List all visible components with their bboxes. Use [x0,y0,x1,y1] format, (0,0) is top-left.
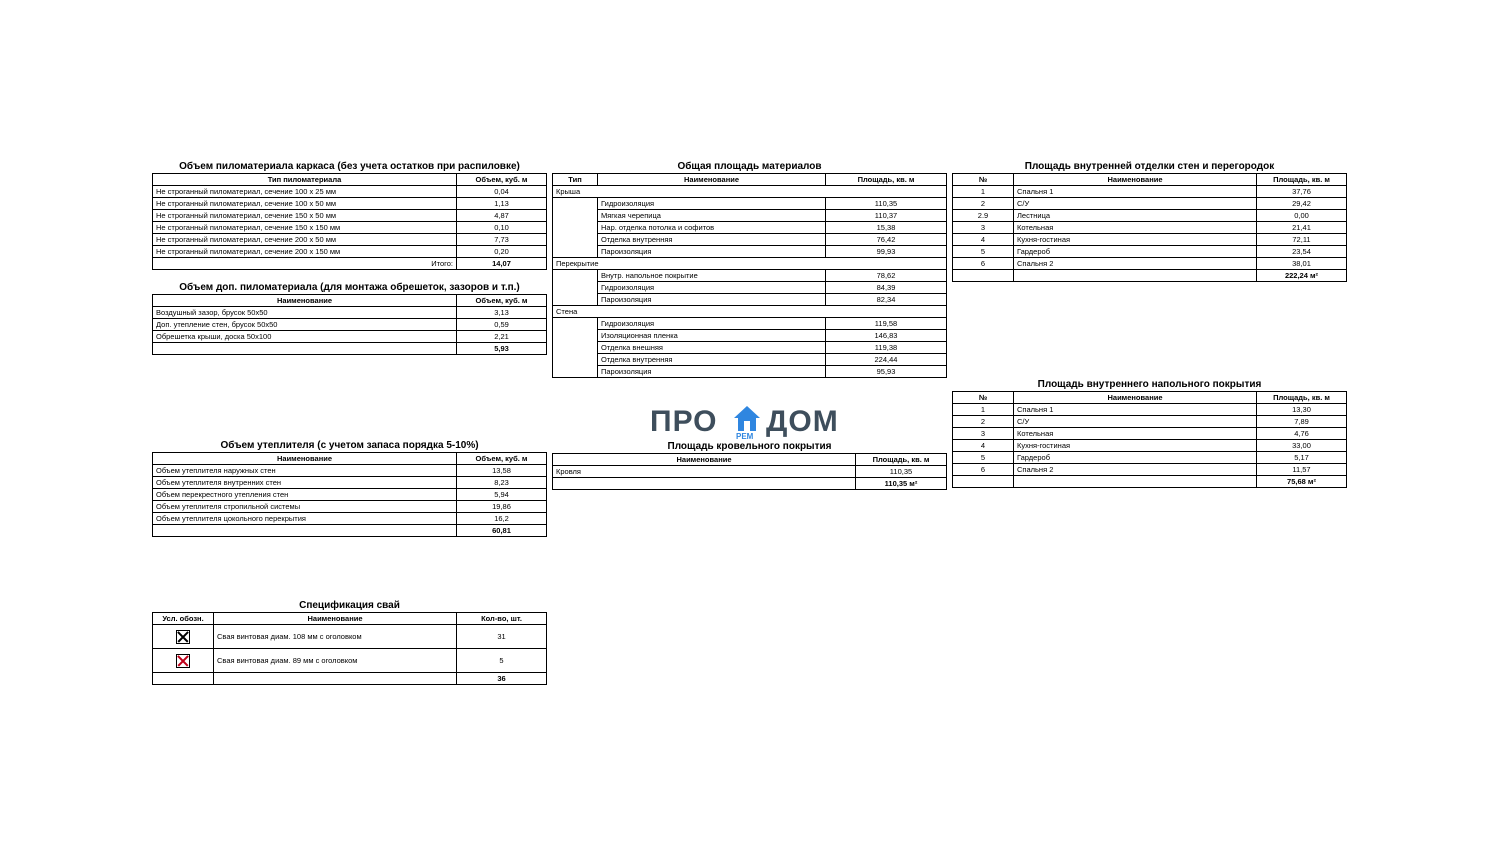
row-name: Не строганный пиломатериал, сечение 100 х 25 мм [153,186,457,198]
row-value: 5,17 [1257,452,1347,464]
row-name: Отделка внутренняя [598,234,826,246]
table-row [553,270,947,282]
prodom-logo [650,404,850,444]
row-value: 11,57 [1257,464,1347,476]
table-header-row [153,295,547,307]
row-name: Мягкая черепица [598,210,826,222]
group-row [553,306,947,318]
row-value: 1,13 [457,198,547,210]
table-row [953,416,1347,428]
piles-title: Спецификация свай [299,600,400,611]
row-value: 13,30 [1257,404,1347,416]
table-header-row [153,613,547,625]
row-number: 5 [953,452,1014,464]
table-row [553,246,947,258]
materials-title: Общая площадь материалов [677,161,822,172]
header-cell: Наименование [214,613,457,625]
row-value: 15,38 [826,222,947,234]
row-number: 4 [953,440,1014,452]
row-name: Пароизоляция [598,366,826,378]
row-value: 99,93 [826,246,947,258]
total-value: 36 [457,673,547,685]
empty-cell [153,673,214,685]
empty-cell [1014,270,1257,282]
row-name: Не строганный пиломатериал, сечение 150 х 150 мм [153,222,457,234]
table-row [153,465,547,477]
total-value: 5,93 [457,343,547,355]
lumber-frame-title: Объем пиломатериала каркаса (без учета остатков при распиловке) [179,161,520,172]
wall-finish-table [952,173,1347,282]
row-value: 5 [457,649,547,673]
pile-symbol-cell [153,625,214,649]
total-label [153,343,457,355]
floor-cover-section [952,379,1347,488]
row-value: 146,83 [826,330,947,342]
total-value: 60,81 [457,525,547,537]
row-value: 0,04 [457,186,547,198]
header-cell: Тип [553,174,598,186]
table-row [153,513,547,525]
row-name: Спальня 2 [1014,464,1257,476]
table-header-row [953,392,1347,404]
row-name: Не строганный пиломатериал, сечение 100 х 50 мм [153,198,457,210]
row-number: 1 [953,186,1014,198]
table-row [953,428,1347,440]
lumber-frame-table [152,173,547,270]
row-value: 110,35 [826,198,947,210]
table-row [553,294,947,306]
table-row [553,210,947,222]
group-spacer [553,318,598,378]
header-cell: Объем, куб. м [457,453,547,465]
header-cell: Наименование [1014,392,1257,404]
group-row [553,186,947,198]
roofing-title: Площадь кровельного покрытия [667,441,832,452]
total-row [153,525,547,537]
row-value: 23,54 [1257,246,1347,258]
table-row [953,464,1347,476]
table-row [153,222,547,234]
row-name: С/У [1014,416,1257,428]
row-value: 4,87 [457,210,547,222]
row-number: 6 [953,258,1014,270]
row-value: 19,86 [457,501,547,513]
table-row [953,210,1347,222]
row-value: 38,01 [1257,258,1347,270]
empty-cell [214,673,457,685]
row-name: Объем утеплителя внутренних стен [153,477,457,489]
total-row [553,478,947,490]
insulation-section [152,440,547,537]
row-value: 4,76 [1257,428,1347,440]
wall-finish-section [952,161,1347,282]
row-value: 2,21 [457,331,547,343]
row-value: 95,93 [826,366,947,378]
logo-word-left: ПРО [650,405,718,438]
header-cell: Площадь, кв. м [1257,174,1347,186]
row-value: 224,44 [826,354,947,366]
row-name: Пароизоляция [598,246,826,258]
row-name: Изоляционная пленка [598,330,826,342]
row-name: Кухня-гостиная [1014,234,1257,246]
table-row [953,440,1347,452]
row-name: Гардероб [1014,246,1257,258]
empty-cell [553,478,856,490]
header-cell: № [953,392,1014,404]
table-row [553,466,947,478]
row-value: 76,42 [826,234,947,246]
table-row [153,186,547,198]
total-row [953,270,1347,282]
floor-cover-table [952,391,1347,488]
row-name: Спальня 2 [1014,258,1257,270]
header-cell: № [953,174,1014,186]
row-number: 2 [953,198,1014,210]
row-value: 0,00 [1257,210,1347,222]
row-value: 8,23 [457,477,547,489]
row-value: 33,00 [1257,440,1347,452]
table-row [153,489,547,501]
insulation-table [152,452,547,537]
wall-finish-title: Площадь внутренней отделки стен и перегородок [1024,161,1275,172]
row-name: Пароизоляция [598,294,826,306]
row-name: Объем утеплителя наружных стен [153,465,457,477]
row-value: 119,38 [826,342,947,354]
row-value: 110,37 [826,210,947,222]
row-name: Лестница [1014,210,1257,222]
header-cell: Тип пиломатериала [153,174,457,186]
total-row [153,673,547,685]
total-value: 14,07 [457,258,547,270]
header-cell: Наименование [1014,174,1257,186]
row-number: 5 [953,246,1014,258]
row-value: 78,62 [826,270,947,282]
table-row [953,404,1347,416]
table-row [953,246,1347,258]
group-row [553,258,947,270]
table-row [553,234,947,246]
table-row [153,234,547,246]
row-value: 31 [457,625,547,649]
header-cell: Усл. обозн. [153,613,214,625]
row-name: Не строганный пиломатериал, сечение 200 х 150 мм [153,246,457,258]
row-value: 72,11 [1257,234,1347,246]
house-icon [732,404,762,434]
table-row [153,501,547,513]
pile-108-icon [176,630,190,644]
table-row [953,258,1347,270]
row-name: Не строганный пиломатериал, сечение 150 х 50 мм [153,210,457,222]
table-row [153,331,547,343]
total-row [953,476,1347,488]
row-value: 119,58 [826,318,947,330]
table-row [553,366,947,378]
row-name: Кухня-гостиная [1014,440,1257,452]
table-header-row [553,454,947,466]
row-value: 84,39 [826,282,947,294]
floor-cover-title: Площадь внутреннего напольного покрытия [1037,379,1262,390]
header-cell: Наименование [553,454,856,466]
row-number: 3 [953,428,1014,440]
table-row [153,246,547,258]
row-number: 2 [953,416,1014,428]
empty-cell [953,270,1014,282]
row-value: 29,42 [1257,198,1347,210]
lumber-extra-table [152,294,547,355]
materials-section [552,161,947,378]
table-row [953,222,1347,234]
row-value: 3,13 [457,307,547,319]
row-value: 21,41 [1257,222,1347,234]
table-row [553,354,947,366]
table-row [553,282,947,294]
total-label [153,525,457,537]
table-row [553,330,947,342]
table-row [953,186,1347,198]
logo-sub: РЕМ [736,432,754,441]
materials-table [552,173,947,378]
table-row [153,649,547,673]
roofing-table [552,453,947,490]
table-row [953,234,1347,246]
header-cell: Площадь, кв. м [856,454,947,466]
row-name: Внутр. напольное покрытие [598,270,826,282]
total-value: 75,68 м² [1257,476,1347,488]
group-label: Перекрытие [553,258,947,270]
table-row [153,307,547,319]
table-header-row [553,174,947,186]
row-name: Котельная [1014,222,1257,234]
lumber-extra-title: Объем доп. пиломатериала (для монтажа обрешеток, зазоров и т.п.) [179,282,520,293]
row-number: 6 [953,464,1014,476]
row-name: Свая винтовая диам. 108 мм с оголовком [214,625,457,649]
table-row [553,198,947,210]
row-name: С/У [1014,198,1257,210]
table-row [153,625,547,649]
row-value: 13,58 [457,465,547,477]
table-header-row [153,174,547,186]
roofing-section [552,441,947,490]
table-row [553,318,947,330]
header-cell: Объем, куб. м [457,295,547,307]
group-label: Стена [553,306,947,318]
row-value: 37,76 [1257,186,1347,198]
row-number: 2.9 [953,210,1014,222]
row-name: Спальня 1 [1014,404,1257,416]
row-name: Объем утеплителя стропильной системы [153,501,457,513]
header-cell: Наименование [598,174,826,186]
row-name: Гидроизоляция [598,282,826,294]
row-number: 4 [953,234,1014,246]
row-number: 1 [953,404,1014,416]
table-header-row [153,453,547,465]
piles-section [152,600,547,685]
total-row [153,258,547,270]
row-name: Доп. утепление стен, брусок 50х50 [153,319,457,331]
header-cell: Площадь, кв. м [1257,392,1347,404]
row-name: Обрешетка крыши, доска 50х100 [153,331,457,343]
empty-cell [1014,476,1257,488]
row-name: Объем утеплителя цокольного перекрытия [153,513,457,525]
header-cell: Площадь, кв. м [826,174,947,186]
row-value: 0,59 [457,319,547,331]
pile-89-icon [176,654,190,668]
table-header-row [953,174,1347,186]
pile-symbol-cell [153,649,214,673]
row-name: Отделка внутренняя [598,354,826,366]
row-value: 0,20 [457,246,547,258]
row-value: 0,10 [457,222,547,234]
row-value: 82,34 [826,294,947,306]
header-cell: Объем, куб. м [457,174,547,186]
lumber-frame-section [152,161,547,270]
row-name: Воздушный зазор, брусок 50х50 [153,307,457,319]
row-name: Кровля [553,466,856,478]
insulation-title: Объем утеплителя (с учетом запаса порядка 5-10%) [220,440,479,451]
header-cell: Кол-во, шт. [457,613,547,625]
piles-table [152,612,547,685]
total-value: 110,35 м² [856,478,947,490]
header-cell: Наименование [153,453,457,465]
total-value: 222,24 м² [1257,270,1347,282]
row-value: 16,2 [457,513,547,525]
row-number: 3 [953,222,1014,234]
table-row [153,210,547,222]
row-name: Нар. отделка потолка и софитов [598,222,826,234]
row-name: Гидроизоляция [598,198,826,210]
total-label: Итого: [153,258,457,270]
table-row [153,319,547,331]
row-name: Спальня 1 [1014,186,1257,198]
row-name: Гардероб [1014,452,1257,464]
lumber-extra-section [152,282,547,355]
group-spacer [553,198,598,258]
row-value: 7,89 [1257,416,1347,428]
row-name: Отделка внешняя [598,342,826,354]
table-row [553,342,947,354]
row-value: 5,94 [457,489,547,501]
row-name: Гидроизоляция [598,318,826,330]
group-label: Крыша [553,186,947,198]
logo-word-right: ДОМ [766,405,839,438]
header-cell: Наименование [153,295,457,307]
row-value: 7,73 [457,234,547,246]
table-row [953,198,1347,210]
row-value: 110,35 [856,466,947,478]
empty-cell [953,476,1014,488]
row-name: Котельная [1014,428,1257,440]
row-name: Объем перекрестного утепления стен [153,489,457,501]
table-row [153,477,547,489]
table-row [153,198,547,210]
group-spacer [553,270,598,306]
total-row [153,343,547,355]
table-row [953,452,1347,464]
row-name: Не строганный пиломатериал, сечение 200 х 50 мм [153,234,457,246]
row-name: Свая винтовая диам. 89 мм с оголовком [214,649,457,673]
table-row [553,222,947,234]
